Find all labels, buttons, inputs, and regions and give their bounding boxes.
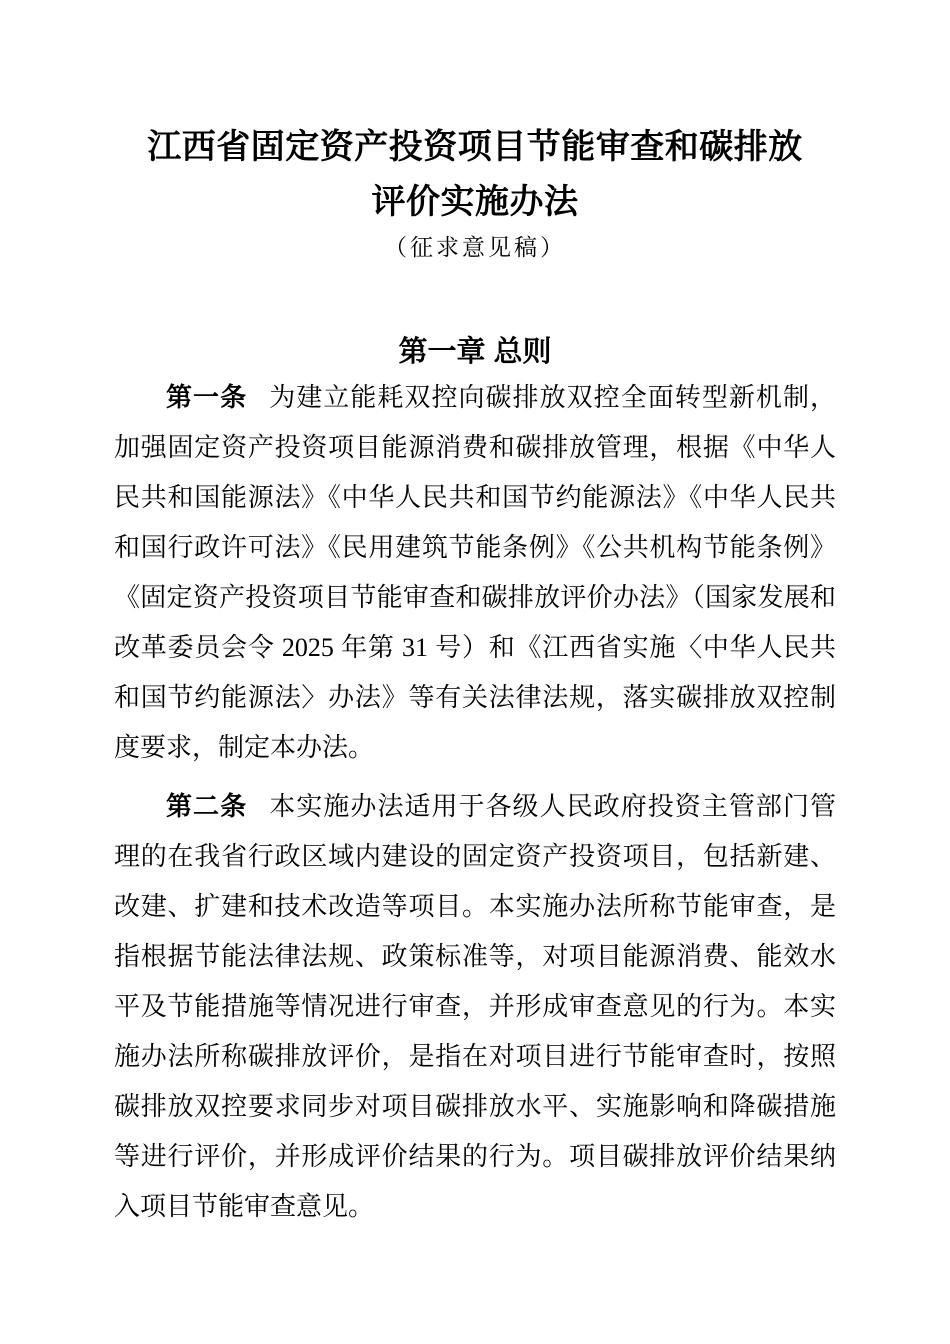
article-1-text: 为建立能耗双控向碳排放双控全面转型新机制，加强固定资产投资项目能源消费和碳排放管理，根据《中华人民共和国能源法》《中华人民共和国节约能源法》《中华人民共和国行政许可法》《民用建筑节能条例》《公共机构节能条例》《固定资产投资项目节能审查和碳排放评价办法》（国家发展和改革委员会令 2025 年第 31 号）和《江西省实施〈中华人民共和国节约能源法〉办法》等有关法律法规，落实碳排放双控制度要求，制定本办法。: [114, 383, 836, 762]
document-title: [114, 120, 836, 230]
article-2-text: 本实施办法适用于各级人民政府投资主管部门管理的在我省行政区域内建设的固定资产投资项目，包括新建、改建、扩建和技术改造等项目。本实施办法所称节能审查，是指根据节能法律法规、政策标准等，对项目能源消费、能效水平及节能措施等情况进行审查，并形成审查意见的行为。本实施办法所称碳排放评价，是指在对项目进行节能审查时，按照碳排放双控要求同步对项目碳排放水平、实施影响和降碳措施等进行评价，并形成评价结果的行为。项目碳排放评价结果纳入项目节能审查意见。: [114, 792, 836, 1221]
document-content: [114, 0, 836, 1232]
article-2: [114, 781, 836, 1232]
article-1: [114, 372, 836, 773]
article-1-label: 第一条: [166, 382, 248, 412]
chapter-heading: 第一章 总则: [398, 336, 552, 368]
document-subtitle: （征求意见稿）: [384, 235, 566, 260]
article-2-label: 第二条: [166, 791, 248, 821]
document-title-line1: 江西省固定资产投资项目节能审查和碳排放: [147, 128, 803, 166]
document-title-line2: 评价实施办法: [371, 183, 579, 221]
